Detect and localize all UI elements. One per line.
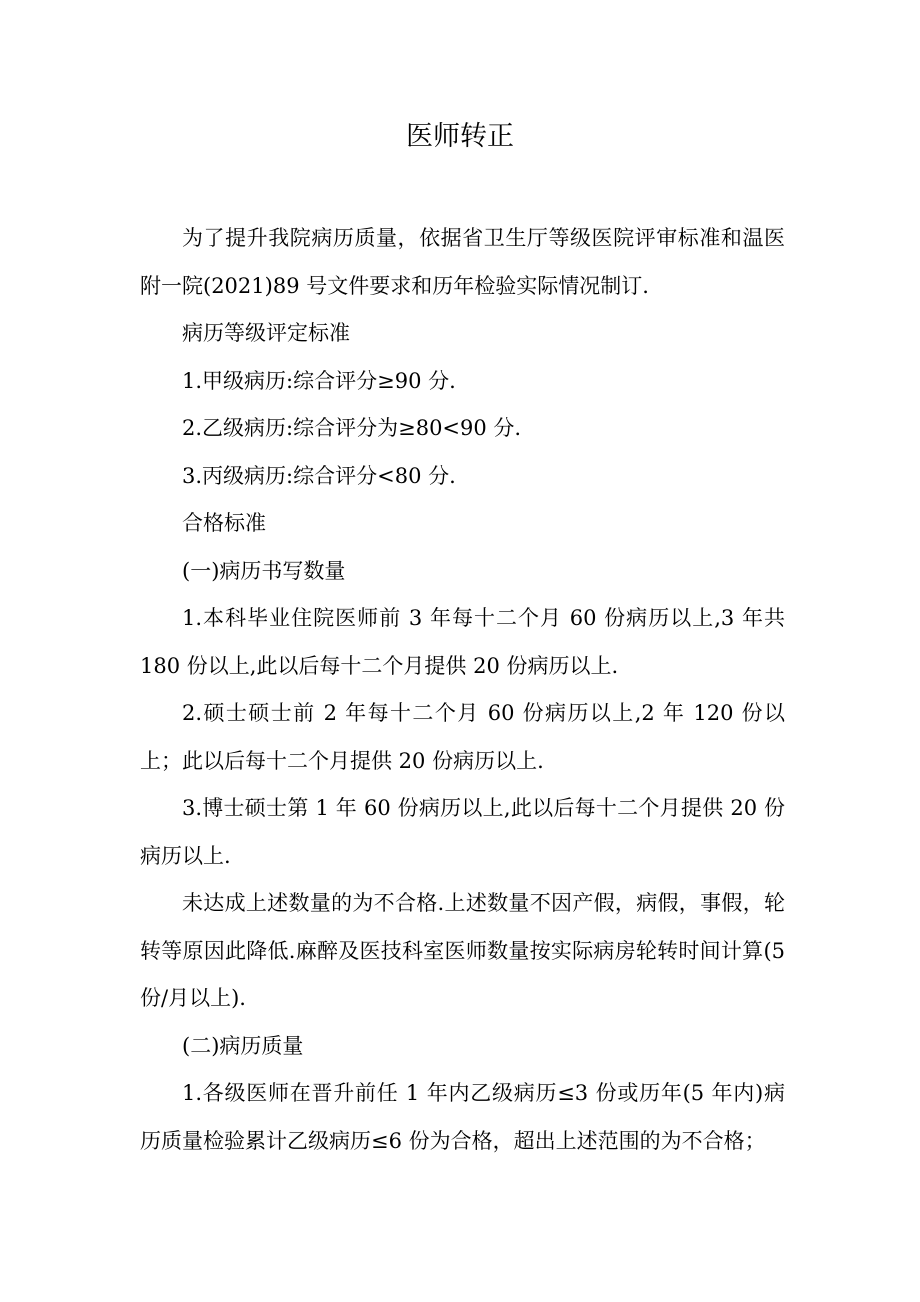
quantity-item-2: 2.硕士硕士前 2 年每十二个月 60 份病历以上,2 年 120 份以上；此以后每十二个月提供 20 份病历以上.: [140, 701, 785, 773]
document-body: [140, 215, 785, 1165]
grade-item-c: 3.丙级病历:综合评分<80 分.: [182, 463, 456, 488]
quantity-item-1: 1.本科毕业住院医师前 3 年每十二个月 60 份病历以上,3 年共 180 份以上,此以后每十二个月提供 20 份病历以上.: [140, 606, 785, 678]
heading-quality: (二)病历质量: [182, 1033, 304, 1058]
quantity-item-3: 3.博士硕士第 1 年 60 份病历以上,此以后每十二个月提供 20 份病历以上.: [140, 796, 785, 868]
quantity-note: 未达成上述数量的为不合格.上述数量不因产假，病假，事假，轮转等原因此降低.麻醉及医技科室医师数量按实际病房轮转时间计算(5 份/月以上).: [140, 891, 785, 1010]
grade-item-b: 2.乙级病历:综合评分为≥80<90 分.: [182, 416, 522, 440]
quality-item-1: 1.各级医师在晋升前任 1 年内乙级病历≤3 份或历年(5 年内)病历质量检验累计乙级病历≤6 份为合格，超出上述范围的为不合格；: [140, 1081, 785, 1153]
grade-item-a: 1.甲级病历:综合评分≥90 分.: [182, 368, 456, 393]
document-title: 医师转正: [406, 121, 514, 152]
heading-quantity: (一)病历书写数量: [182, 558, 346, 583]
heading-grade-standard: 病历等级评定标准: [182, 321, 350, 345]
paragraph-intro: 为了提升我院病历质量，依据省卫生厅等级医院评审标准和温医附一院(2021)89 号文件要求和历年检验实际情况制订.: [140, 226, 785, 298]
heading-qualify-standard: 合格标准: [182, 511, 266, 535]
